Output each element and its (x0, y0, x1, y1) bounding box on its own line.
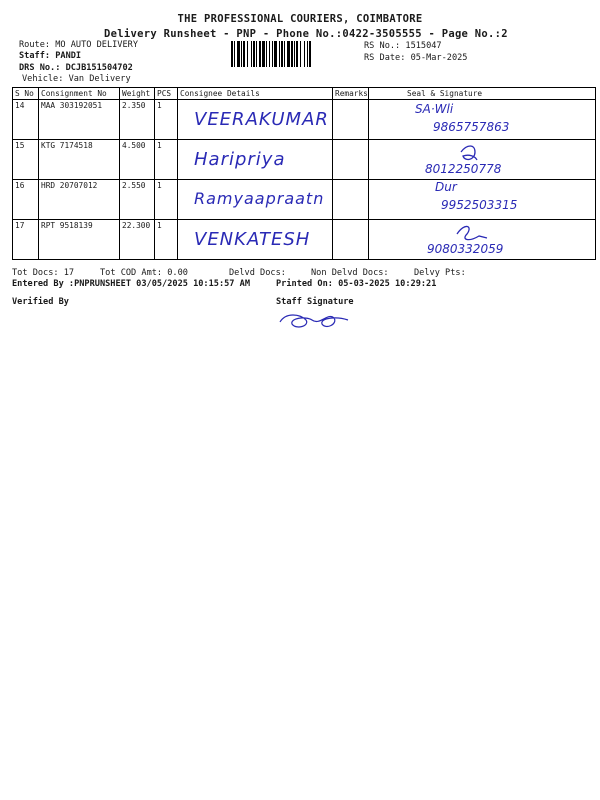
total-cod-amount: Tot COD Amt: 0.00 (100, 268, 188, 278)
remarks (333, 220, 369, 260)
remarks (333, 140, 369, 180)
total-docs: Tot Docs: 17 (12, 268, 75, 278)
staff-signature (276, 308, 356, 332)
document-title: THE PROFESSIONAL COURIERS, COIMBATORE (177, 13, 423, 25)
barcode (231, 41, 357, 67)
entered-by: Entered By :PNPRUNSHEET 03/05/2025 10:15:57 AM (12, 279, 250, 289)
column-header: S No (13, 88, 39, 100)
consignee-handwriting: Ramyaapraatn (194, 189, 325, 208)
runsheet-table (12, 87, 596, 260)
pieces: 1 (155, 220, 178, 260)
remarks (333, 180, 369, 220)
table-row (13, 180, 596, 220)
seal-signature (369, 180, 596, 220)
consignee-handwriting: VENKATESH (194, 229, 311, 250)
weight: 4.500 (120, 140, 155, 180)
remarks (333, 100, 369, 140)
column-header: Consignment No (39, 88, 120, 100)
staff-signature-label: Staff Signature (276, 297, 354, 307)
rs-date: RS Date: 05-Mar-2025 (364, 53, 468, 63)
table-row (13, 140, 596, 180)
rs-number: RS No.: 1515047 (364, 41, 442, 51)
table-row (13, 100, 596, 140)
column-header: Seal & Signature (369, 88, 596, 100)
seal-signature (369, 140, 596, 180)
staff-label: Staff: PANDI (19, 51, 82, 61)
weight: 22.300 (120, 220, 155, 260)
non-delivered-docs: Non Delvd Docs: (311, 268, 389, 278)
verified-by: Verified By (12, 297, 69, 307)
consignment-number: MAA 303192051 (39, 100, 120, 140)
receiver-phone: 8012250778 (425, 162, 502, 176)
delivered-docs: Delvd Docs: (229, 268, 286, 278)
runsheet-subtitle: Delivery Runsheet - PNP - Phone No.:0422-3505555 - Page No.:2 (104, 28, 508, 40)
column-header: Consignee Details (178, 88, 333, 100)
consignment-number: KTG 7174518 (39, 140, 120, 180)
weight: 2.550 (120, 180, 155, 220)
consignee-details (178, 100, 333, 140)
pieces: 1 (155, 180, 178, 220)
receiver-phone: 9080332059 (427, 242, 504, 256)
seal-handwriting: SA·Wli (415, 102, 454, 116)
receiver-phone: 9952503315 (441, 198, 518, 212)
table-row (13, 220, 596, 260)
printed-on: Printed On: 05-03-2025 10:29:21 (276, 279, 437, 289)
serial-number: 16 (13, 180, 39, 220)
vehicle-label: Vehicle: Van Delivery (22, 74, 131, 84)
pieces: 1 (155, 140, 178, 180)
pieces: 1 (155, 100, 178, 140)
seal-signature (369, 220, 596, 260)
drs-number: DRS No.: DCJB151504702 (19, 63, 133, 73)
consignee-details (178, 180, 333, 220)
delivery-points: Delvy Pts: (414, 268, 466, 278)
consignee-handwriting: VEERAKUMAR (194, 109, 329, 130)
consignment-number: RPT 9518139 (39, 220, 120, 260)
consignee-details (178, 220, 333, 260)
serial-number: 14 (13, 100, 39, 140)
consignee-details (178, 140, 333, 180)
seal-signature (369, 100, 596, 140)
serial-number: 17 (13, 220, 39, 260)
consignee-handwriting: Haripriya (194, 149, 286, 170)
column-header: PCS (155, 88, 178, 100)
weight: 2.350 (120, 100, 155, 140)
column-header: Weight (120, 88, 155, 100)
column-header: Remarks (333, 88, 369, 100)
receiver-phone: 9865757863 (433, 120, 510, 134)
serial-number: 15 (13, 140, 39, 180)
table-header-row (13, 88, 596, 100)
seal-handwriting: Dur (435, 180, 457, 194)
consignment-number: HRD 20707012 (39, 180, 120, 220)
route-label: Route: MO AUTO DELIVERY (19, 40, 138, 50)
